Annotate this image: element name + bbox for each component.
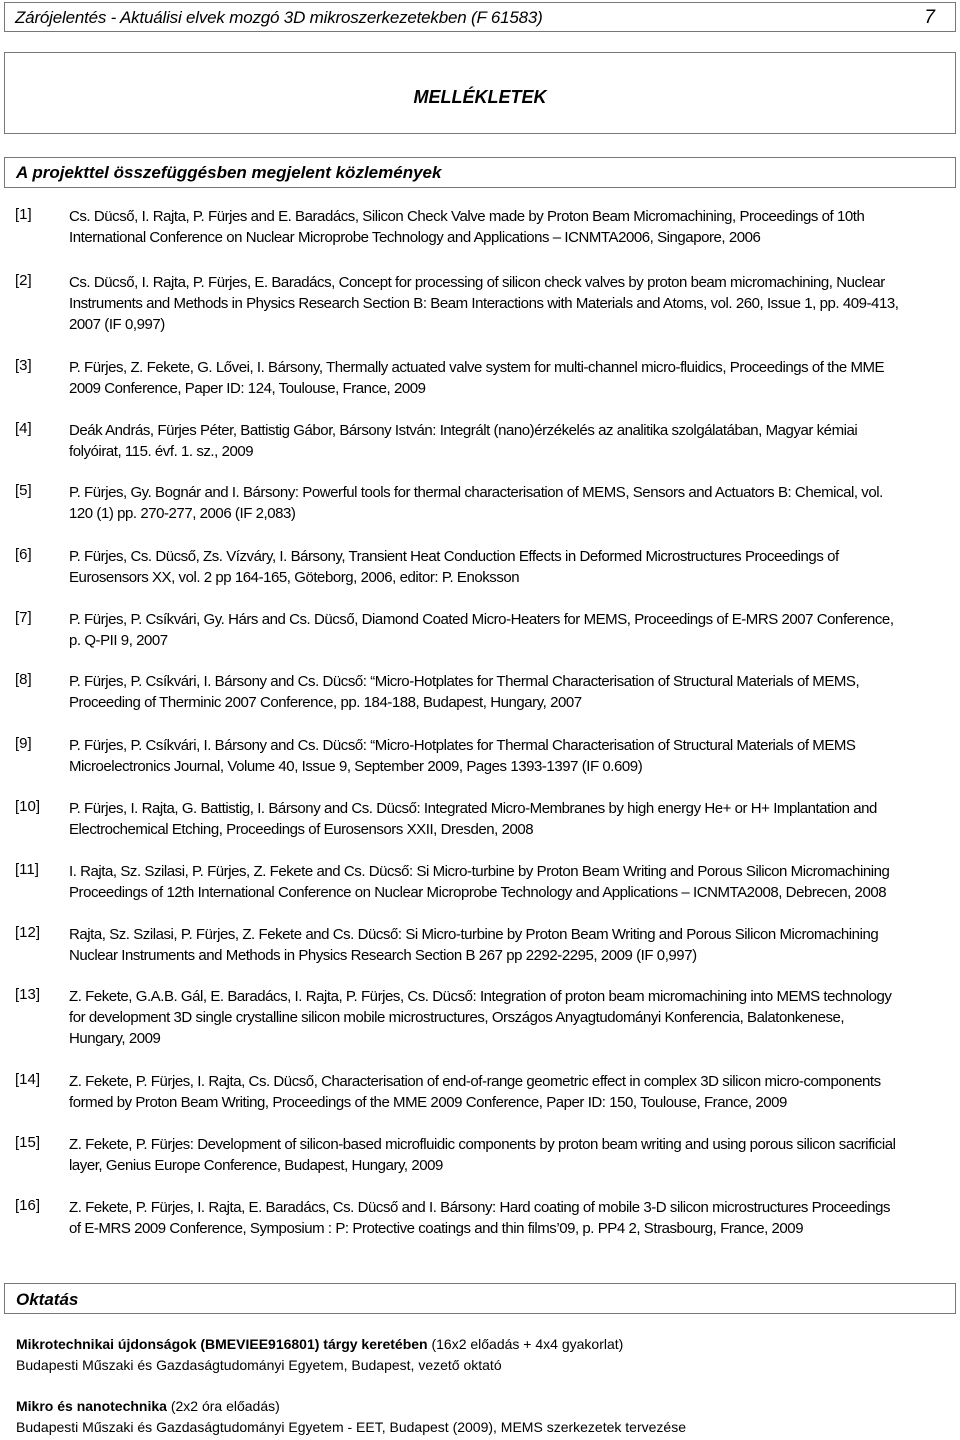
reference-text <box>69 671 949 713</box>
reference-number: [2] <box>15 272 32 289</box>
reference-line: P. Fürjes, Cs. Dücső, Zs. Vízváry, I. Bársony, Transient Heat Conduction Effects in Deformed Microstructures Proceedings of <box>69 548 839 565</box>
document-title: Zárójelentés - Aktuálisi elvek mozgó 3D mikroszerkezetekben (F 61583) <box>15 8 543 27</box>
reference-text <box>69 1197 949 1239</box>
reference-line: Proceeding of Therminic 2007 Conference, pp. 184-188, Budapest, Hungary, 2007 <box>69 694 582 711</box>
reference-line: P. Fürjes, Z. Fekete, G. Lővei, I. Bársony, Thermally actuated valve system for multi-channel micro-fluidics, Proceedings of the MME <box>69 359 885 376</box>
reference-number: [12] <box>15 924 41 941</box>
reference-number: [16] <box>15 1197 41 1214</box>
course-item <box>16 1334 623 1376</box>
reference-number: [4] <box>15 420 32 437</box>
reference-number: [3] <box>15 357 32 374</box>
course-title-rest: (2x2 óra előadás) <box>166 1398 280 1414</box>
reference-line: Nuclear Instruments and Methods in Physics Research Section B 267 pp 2292-2295, 2009 (IF 0,997) <box>69 947 697 964</box>
reference-line: Eurosensors XX, vol. 2 pp 164-165, Göteborg, 2006, editor: P. Enoksson <box>69 569 520 586</box>
reference-text <box>69 420 949 462</box>
course-title-bold: Mikro és nanotechnika <box>16 1398 167 1414</box>
reference-number: [15] <box>15 1134 41 1151</box>
reference-line: Instruments and Methods in Physics Research Section B: Beam Interactions with Materials and Atoms, vol. 260, Issue 1, pp. 409-413, <box>69 295 899 312</box>
reference-line: P. Fürjes, P. Csíkvári, I. Bársony and Cs. Dücső: “Micro-Hotplates for Thermal Characterisation of Structural Materials of MEMS <box>69 737 856 754</box>
appendix-title: MELLÉKLETEK <box>413 87 547 107</box>
education-heading: Oktatás <box>16 1290 79 1309</box>
course-title-bold: Mikrotechnikai újdonságok (BMEVIEE916801) tárgy keretében <box>16 1336 428 1352</box>
reference-text <box>69 546 949 588</box>
course-title <box>16 1396 686 1417</box>
reference-number: [9] <box>15 735 32 752</box>
reference-line: 120 (1) pp. 270-277, 2006 (IF 2,083) <box>69 505 296 522</box>
reference-line: folyóirat, 115. évf. 1. sz., 2009 <box>69 443 254 460</box>
reference-line: P. Fürjes, I. Rajta, G. Battistig, I. Bársony and Cs. Dücső: Integrated Micro-Membranes by high energy He+ or H+ Implantation and <box>69 800 877 817</box>
reference-text <box>69 986 949 1049</box>
reference-line: Deák András, Fürjes Péter, Battistig Gábor, Bársony István: Integrált (nano)érzékelés az analitika szolgálatában, Magyar kémiai <box>69 422 858 439</box>
reference-line: Hungary, 2009 <box>69 1030 161 1047</box>
reference-number: [10] <box>15 798 41 815</box>
reference-line: Z. Fekete, G.A.B. Gál, E. Baradács, I. Rajta, P. Fürjes, Cs. Dücső: Integration of proton beam micromachining into MEMS technology <box>69 988 892 1005</box>
reference-line: 2007 (IF 0,997) <box>69 316 165 333</box>
course-title <box>16 1334 623 1355</box>
course-detail: Budapesti Műszaki és Gazdaságtudományi Egyetem - EET, Budapest (2009), MEMS szerkezetek tervezése <box>16 1419 686 1435</box>
reference-line: Rajta, Sz. Szilasi, P. Fürjes, Z. Fekete and Cs. Dücső: Si Micro-turbine by Proton Beam Writing and Porous Silicon Micromachining <box>69 926 879 943</box>
reference-number: [8] <box>15 671 32 688</box>
publications-heading: A projekttel összefüggésben megjelent közlemények <box>16 163 442 182</box>
reference-text <box>69 357 949 399</box>
reference-line: Z. Fekete, P. Fürjes: Development of silicon-based microfluidic components by proton beam writing and using porous silicon sacrificial <box>69 1136 896 1153</box>
reference-text <box>69 861 949 903</box>
education-heading-box <box>4 1283 956 1314</box>
reference-line: Proceedings of 12th International Conference on Nuclear Microprobe Technology and Applications – ICNMTA2008, Debrecen, 2008 <box>69 884 887 901</box>
reference-text <box>69 798 949 840</box>
reference-text <box>69 206 949 248</box>
reference-number: [6] <box>15 546 32 563</box>
reference-line: layer, Genius Europe Conference, Budapest, Hungary, 2009 <box>69 1157 443 1174</box>
course-item <box>16 1396 686 1438</box>
reference-text <box>69 482 949 524</box>
reference-line: for development 3D single crystalline silicon mobile microstructures, Országos Anyagtudományi Konferencia, Balatonkenese, <box>69 1009 845 1026</box>
reference-text <box>69 272 949 335</box>
reference-line: Cs. Dücső, I. Rajta, P. Fürjes and E. Baradács, Silicon Check Valve made by Proton Beam Micromachining, Proceedings of 10th <box>69 208 865 225</box>
reference-text <box>69 1071 949 1113</box>
reference-line: I. Rajta, Sz. Szilasi, P. Fürjes, Z. Fekete and Cs. Dücső: Si Micro-turbine by Proton Beam Writing and Porous Silicon Micromachining <box>69 863 890 880</box>
course-title-rest: (16x2 előadás + 4x4 gyakorlat) <box>427 1336 624 1352</box>
reference-line: of E-MRS 2009 Conference, Symposium : P: Protective coatings and thin films’09, p. PP4 2, Strasbourg, France, 2009 <box>69 1220 804 1237</box>
reference-line: formed by Proton Beam Writing, Proceedings of the MME 2009 Conference, Paper ID: 150, Toulouse, France, 2009 <box>69 1094 787 1111</box>
reference-line: P. Fürjes, P. Csíkvári, I. Bársony and Cs. Dücső: “Micro-Hotplates for Thermal Characterisation of Structural Materials of MEMS, <box>69 673 860 690</box>
reference-line: Z. Fekete, P. Fürjes, I. Rajta, E. Baradács, Cs. Dücső and I. Bársony: Hard coating of mobile 3-D silicon microstructures Proceedings <box>69 1199 891 1216</box>
reference-line: p. Q-PII 9, 2007 <box>69 632 168 649</box>
page-number: 7 <box>924 7 935 28</box>
reference-text <box>69 735 949 777</box>
reference-number: [14] <box>15 1071 41 1088</box>
reference-line: 2009 Conference, Paper ID: 124, Toulouse, France, 2009 <box>69 380 426 397</box>
reference-text <box>69 1134 949 1176</box>
reference-number: [1] <box>15 206 32 223</box>
reference-number: [5] <box>15 482 32 499</box>
reference-line: Cs. Dücső, I. Rajta, P. Fürjes, E. Baradács, Concept for processing of silicon check valves by proton beam micromachining, Nuclear <box>69 274 885 291</box>
reference-line: Electrochemical Etching, Proceedings of Eurosensors XXII, Dresden, 2008 <box>69 821 534 838</box>
reference-text <box>69 924 949 966</box>
reference-line: Z. Fekete, P. Fürjes, I. Rajta, Cs. Dücső, Characterisation of end-of-range geometric effect in complex 3D silicon micro-components <box>69 1073 881 1090</box>
reference-number: [7] <box>15 609 32 626</box>
reference-line: P. Fürjes, Gy. Bognár and I. Bársony: Powerful tools for thermal characterisation of MEMS, Sensors and Actuators B: Chemical, vol. <box>69 484 883 501</box>
reference-text <box>69 609 949 651</box>
reference-line: Microelectronics Journal, Volume 40, Issue 9, September 2009, Pages 1393-1397 (IF 0.609) <box>69 758 643 775</box>
reference-number: [13] <box>15 986 41 1003</box>
reference-line: P. Fürjes, P. Csíkvári, Gy. Hárs and Cs. Dücső, Diamond Coated Micro-Heaters for MEMS, Proceedings of E-MRS 2007 Conference, <box>69 611 894 628</box>
reference-line: International Conference on Nuclear Microprobe Technology and Applications – ICNMTA2006, Singapore, 2006 <box>69 229 761 246</box>
reference-number: [11] <box>15 861 39 878</box>
course-detail: Budapesti Műszaki és Gazdaságtudományi Egyetem, Budapest, vezető oktató <box>16 1357 502 1373</box>
